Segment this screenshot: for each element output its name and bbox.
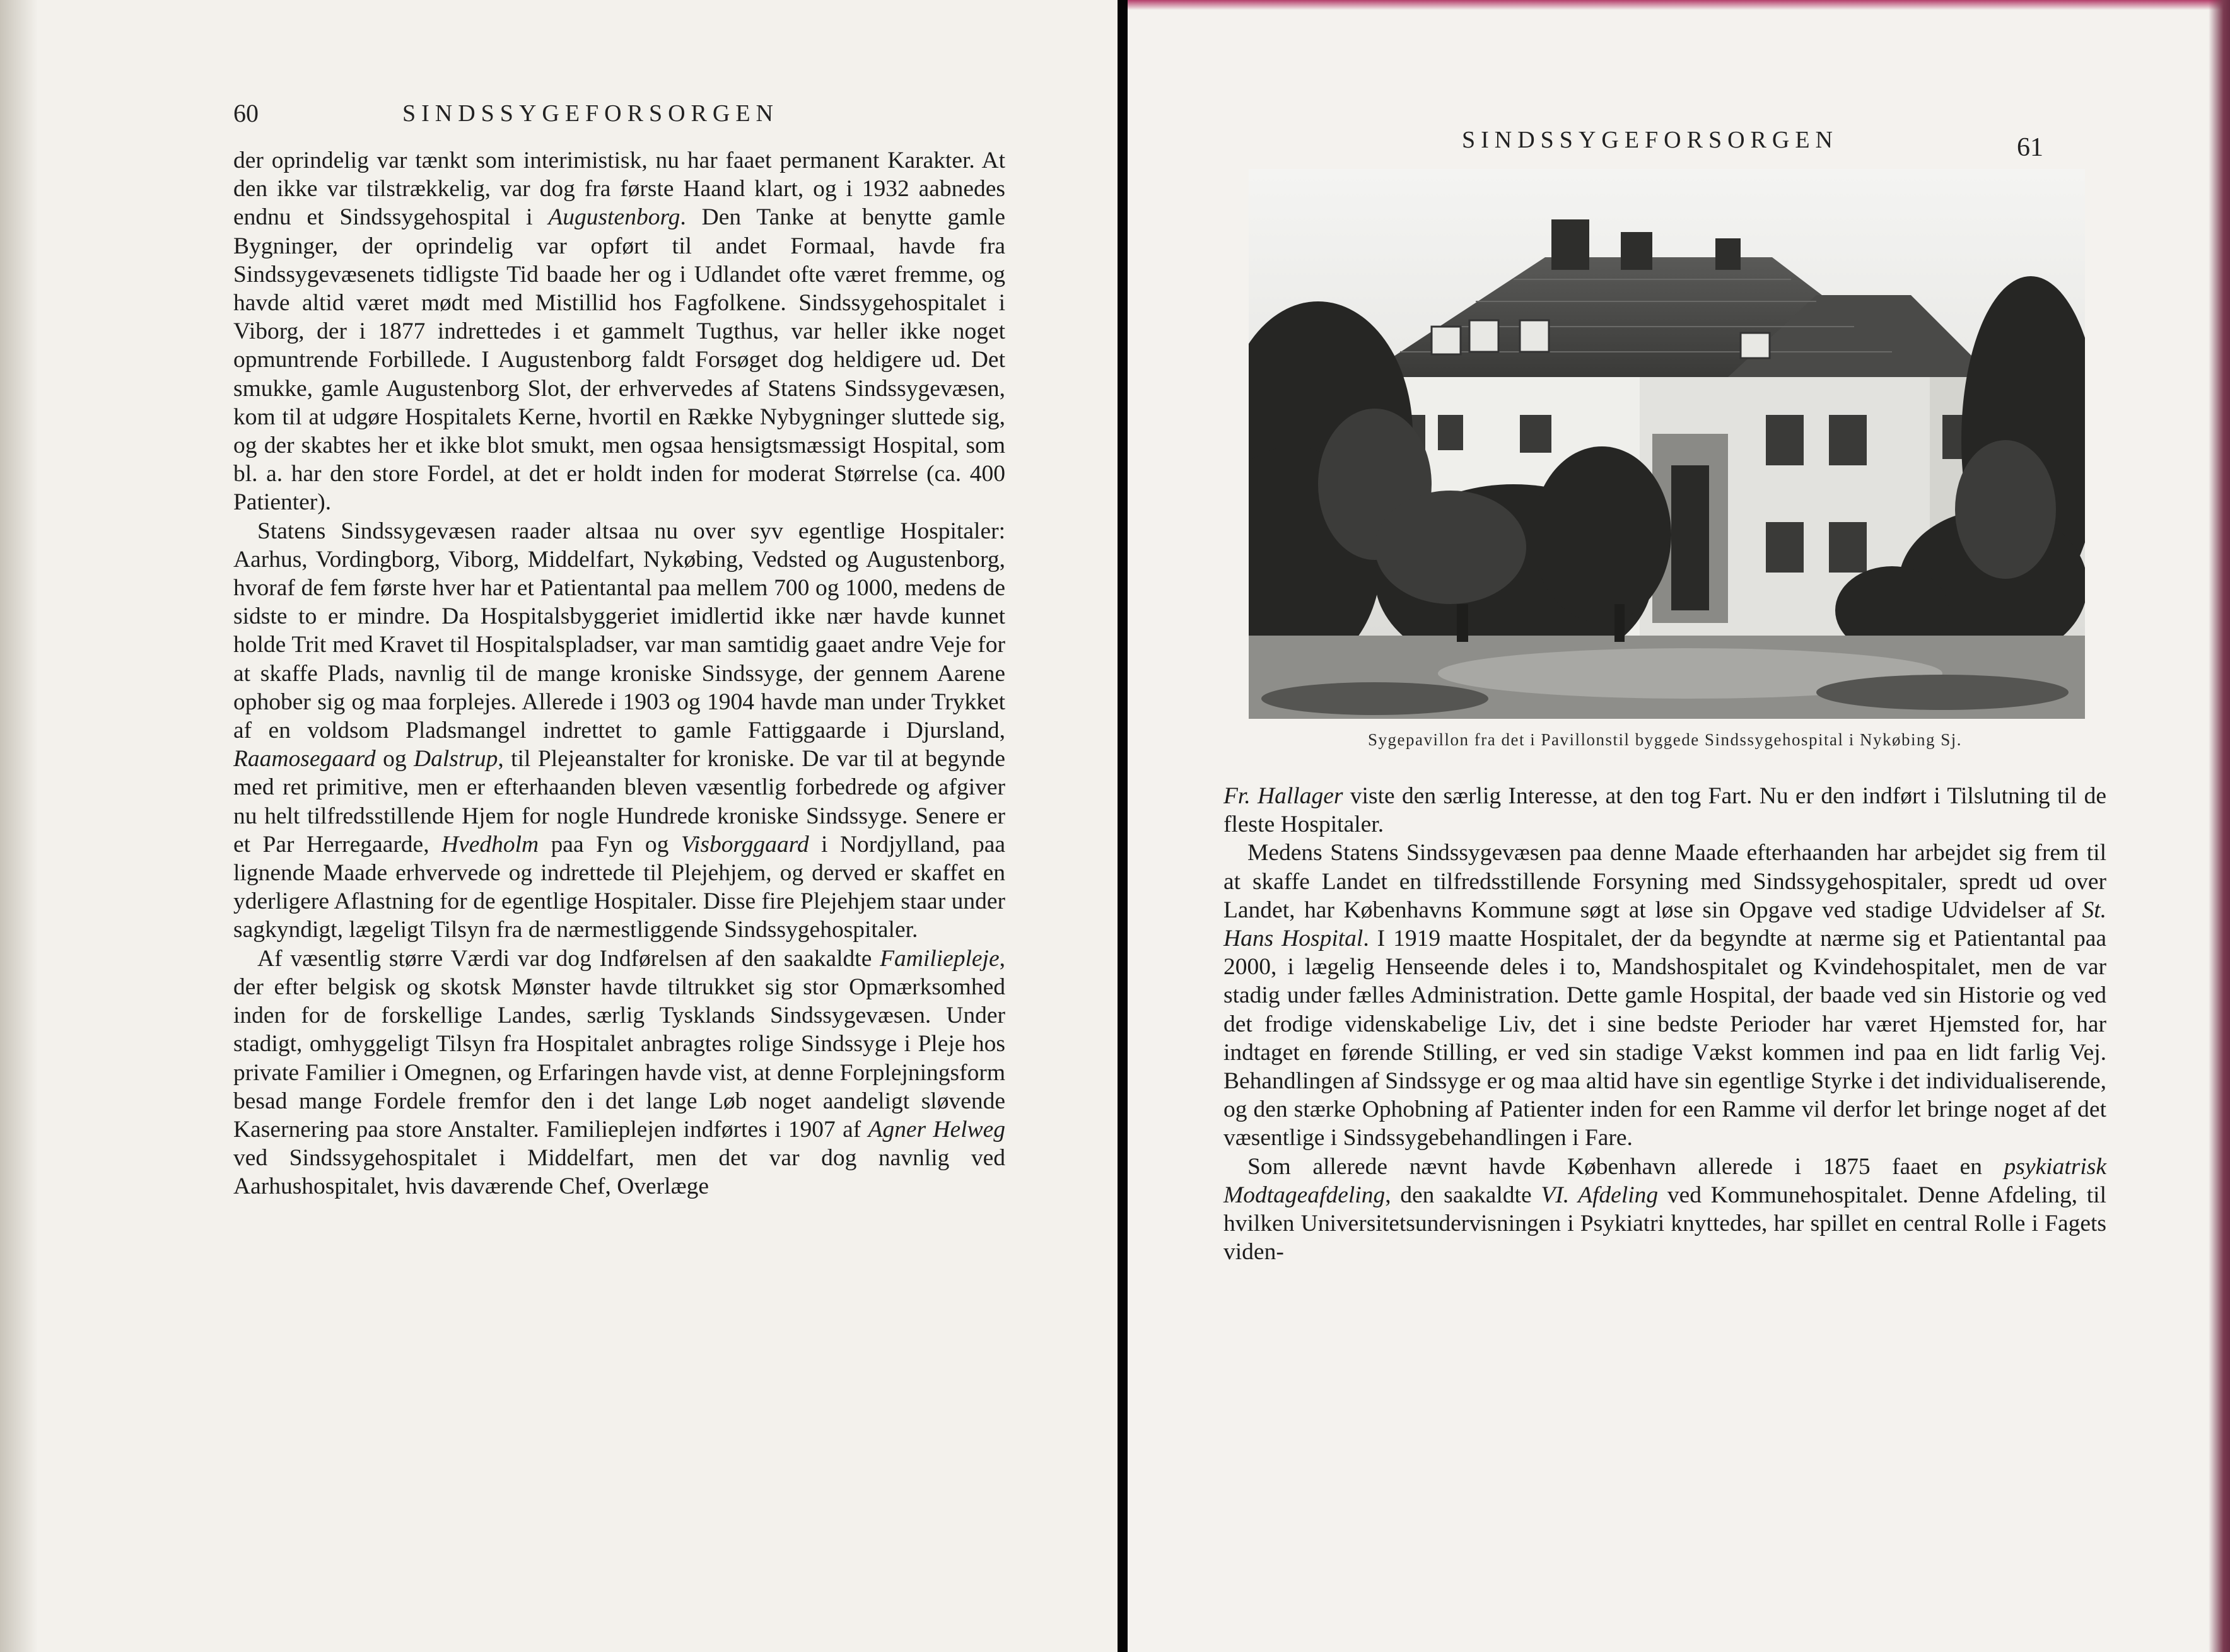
italic-text: Hvedholm <box>441 831 539 858</box>
right-page <box>1128 0 2230 1652</box>
italic-text: Raamosegaard <box>233 746 376 772</box>
text-run: ved Kommunehospitalet. Denne Afdeling, til hvilken Universitetsundervisningen i Psykiatri knyttedes, har spillet en central Rolle i Fagets viden- <box>1223 1182 2106 1265</box>
text-run: i Nordjylland, paa lignende Maade erhvervede og indrettede til Plejehjem, og derved er skaffet en yderligere Aflastning for de egentlige Hospitaler. Disse fire Plejehjem staar under sagkyndigt, lægeligt Tilsyn fra de nærmestliggende Sindssygehospitaler. <box>233 831 1005 943</box>
book-gutter <box>1118 0 1128 1652</box>
text-run: . I 1919 maatte Hospitalet, der da begyndte at nærme sig et Patientantal paa 2000, i lægelig Henseende deles i to, Mandshospitalet og Kvindehospitalet, men de var stadig under fælles Administration. Dette gamle Hospital, der baade ved sin Historie og ved det frodige videnskabelige Liv, det i sine bedste Perioder har været Hjemsted for, har indtaget en førende Stilling, er ved sin stadige Vækst kommen ind paa en lidt farlig Vej. Behandlingen af Sindssyge er og maa altid have sin egentlige Styrke i det individualiserende, og den stærke Ophobning af Patienter inden for een Ramme vil derfor let bringe noget af det væsentlige i Sindssygebehandlingen i Fare. <box>1223 926 2106 1151</box>
paragraph <box>1223 782 2106 839</box>
text-run: . Den Tanke at benytte gamle Bygninger, der oprindelig var opført til andet Formaal, havde fra Sindssygevæsenets tidligste Tid baade her og i Udlandet ofte været fremme, og havde altid været mødt med Mistillid hos Fagfolkene. Sindssygehospitalet i Viborg, der i 1877 indrettedes i et gammelt Tugthus, var heller ikke noget opmuntrende Forbillede. I Augustenborg faldt Forsøget dog heldigere ud. Det smukke, gamle Augustenborg Slot, der erhvervedes af Statens Sindssygevæsen, kom til at udgøre Hospitalets Kerne, hvortil en Række Nybygninger sluttede sig, og der skabtes her et ikke blot smukt, men ogsaa hensigtsmæssigt Hospital, som bl. a. har den store Fordel, at det er holdt inden for moderat Størrelse (ca. 400 Patienter). <box>233 204 1005 516</box>
italic-text: Augustenborg <box>548 204 680 231</box>
text-run: Som allerede nævnt havde København allerede i 1875 faaet en <box>1247 1153 2004 1180</box>
paragraph <box>1223 1153 2106 1267</box>
page-number: 60 <box>233 99 259 127</box>
italic-text: Visborggaard <box>680 831 809 858</box>
italic-text: Agner Helweg <box>868 1116 1005 1143</box>
italic-text: Fr. Hallager <box>1223 783 1343 809</box>
text-run: viste den særlig Interesse, at den tog Fart. Nu er den indført i Tilslutning til de fleste Hospitaler. <box>1223 783 2106 838</box>
right-body-text <box>1223 782 2106 1266</box>
left-body-text <box>233 146 1005 1201</box>
italic-text: St. Hans Hospital <box>1223 897 2106 952</box>
figure-caption: Sygepavillon fra det i Pavillonstil byggede Sindssygehospital i Nykøbing Sj. <box>1368 730 1962 749</box>
text-run: Statens Sindssygevæsen raader altsaa nu over syv egentlige Hospitaler: Aarhus, Vordingborg, Viborg, Middelfart, Nykøbing, Vedsted og Augustenborg, hvoraf de fem første hver har et Patientantal paa mellem 700 og 1000, medens de sidste to er mindre. Da Hospitalsbyggeriet imidlertid ikke nær havde kunnet holde Trit med Kravet til Hospitalspladser, var man samtidig gaaet andre Veje for at skaffe Plads, navnlig til de mange kroniske Sindssyge, der gennem Aarene ophober sig og maa forplejes. Allerede i 1903 og 1904 havde man under Trykket af en voldsom Pladsmangel indrettet to gamle Fattiggaarde i Djursland, <box>233 518 1005 744</box>
paragraph <box>1223 839 2106 1152</box>
running-head: SINDSSYGEFORSORGEN <box>1462 127 1838 153</box>
italic-text: VI. Afdeling <box>1541 1182 1659 1208</box>
text-run: der oprindelig var tænkt som interimistisk, nu har faaet permanent Karakter. At den ikke var tilstrækkelig, var dog fra første Haand klart, og i 1932 aabnedes endnu et Sindssygehospital i <box>233 148 1005 231</box>
italic-text: Dalstrup <box>414 746 498 772</box>
page-number: 61 <box>2017 133 2043 162</box>
running-head: SINDSSYGEFORSORGEN <box>402 100 779 127</box>
paragraph <box>233 146 1005 517</box>
italic-text: psykiatrisk Modtageafdeling <box>1223 1153 2106 1208</box>
text-run: og <box>375 746 414 772</box>
italic-text: Familiepleje <box>880 945 1000 972</box>
right-running-header <box>1128 121 2230 162</box>
text-run: paa Fyn og <box>539 831 681 858</box>
paragraph <box>233 945 1005 1201</box>
left-running-header <box>233 95 1116 132</box>
text-run: Medens Statens Sindssygevæsen paa denne Maade efterhaanden har arbejdet sig frem til at skaffe Landet en tilfredsstillende Forsyning med Sindssygehospitaler, spredt ud over Landet, har Københavns Kommune søgt at løse sin Opgave ved stadige Udvidelser af <box>1223 840 2106 923</box>
hospital-photo <box>1249 169 2085 719</box>
text-run: , den saakaldte <box>1385 1182 1541 1208</box>
text-run: ved Sindssygehospitalet i Middelfart, men det var dog navnlig ved Aarhushospitalet, hvis daværende Chef, Overlæge <box>233 1145 1005 1200</box>
text-run: , til Plejeanstalter for kroniske. De var til at begynde med ret primitive, men er efterhaanden bleven væsentlig forbedrede og afgiver nu helt tilfredsstillende Hjem for nogle Hundrede kroniske Sindssyge. Senere er et Par Herregaarde, <box>233 746 1006 858</box>
text-run: Af væsentlig større Værdi var dog Indførelsen af den saakaldte <box>257 945 880 972</box>
paragraph <box>233 517 1005 945</box>
text-run: , der efter belgisk og skotsk Mønster havde tiltrukket sig stor Opmærksomhed inden for de forskellige Landes, særlig Tysklands Sindssygevæsen. Under stadigt, omhyggeligt Tilsyn fra Hospitalet anbragtes rolige Sindssyge i Pleje hos private Familier i Omegnen, og Erfaringen havde vist, at denne Forplejningsform besad mange Fordele fremfor den i det lange Løb noget aandeligt sløvende Kasernering paa store Anstalter. Familieplejen indførtes i 1907 af <box>233 945 1005 1143</box>
